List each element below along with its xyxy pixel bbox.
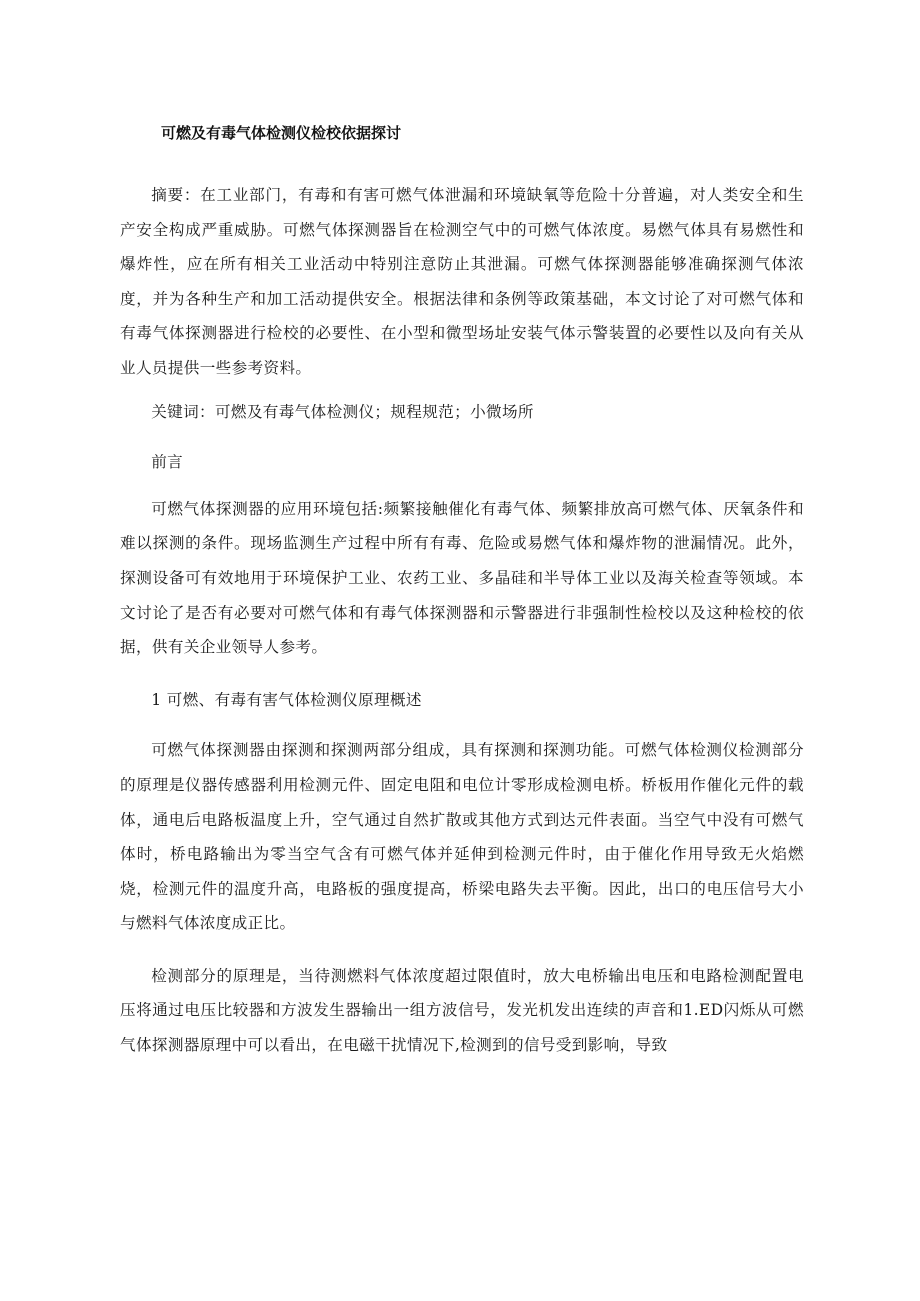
preface-heading: 前言 [151,453,184,472]
document-title: 可燃及有毒气体检测仪检校依据探讨 [161,124,402,142]
section-1-paragraph-1: 可燃气体探测器由探测和探测两部分组成，具有探测和探测功能。可燃气体检测仪检测部分的原理是仪器传感器利用检测元件、固定电阻和电位计零形成检测电桥。桥板用作催化元件的载体，通电后电路板温度上升，空气通过自然扩散或其他方式到达元件表面。当空气中没有可燃气体时，桥电路输出为零当空气含有可燃气体并延伸到检测元件时，由于催化作用导致无火焰燃烧，检测元件的温度升高，电路板的强度提高，桥梁电路失去平衡。因此，出口的电压信号大小与燃料气体浓度成正比。 [120,741,804,933]
keywords-line: 关键词：可燃及有毒气体检测仪；规程规范；小微场所 [151,402,534,421]
section-1-paragraph-2: 检测部分的原理是，当待测燃料气体浓度超过限值时，放大电桥输出电压和电路检测配置电压将通过电压比较器和方波发生器输出一组方波信号，发光机发出连续的声音和1.ED闪烁从可燃气体探测器原理中可以看出，在电磁干扰情况下,检测到的信号受到影响，导致 [120,966,804,1055]
preface-paragraph: 可燃气体探测器的应用环境包括:频繁接触催化有毒气体、频繁排放高可燃气体、厌氧条件和难以探测的条件。现场监测生产过程中所有有毒、危险或易燃气体和爆炸物的泄漏情况。此外，探测设备可有效地用于环境保护工业、农药工业、多晶硅和半导体工业以及海关检查等领域。本文讨论了是否有必要对可燃气体和有毒气体探测器和示警器进行非强制性检校以及这种检校的依据，供有关企业领导人参考。 [120,499,804,657]
document-body [120,178,804,1063]
section-1-heading: 1 可燃、有毒有害气体检测仪原理概述 [151,690,422,709]
abstract-paragraph: 摘要：在工业部门，有毒和有害可燃气体泄漏和环境缺氧等危险十分普遍，对人类安全和生产安全构成严重威胁。可燃气体探测器旨在检测空气中的可燃气体浓度。易燃气体具有易燃性和爆炸性，应在所有相关工业活动中特别注意防止其泄漏。可燃气体探测器能够准确探测气体浓度，并为各种生产和加工活动提供安全。根据法律和条例等政策基础，本文讨论了对可燃气体和有毒气体探测器进行检校的必要性、在小型和微型场址安装气体示警装置的必要性以及向有关从业人员提供一些参考资料。 [120,186,804,377]
